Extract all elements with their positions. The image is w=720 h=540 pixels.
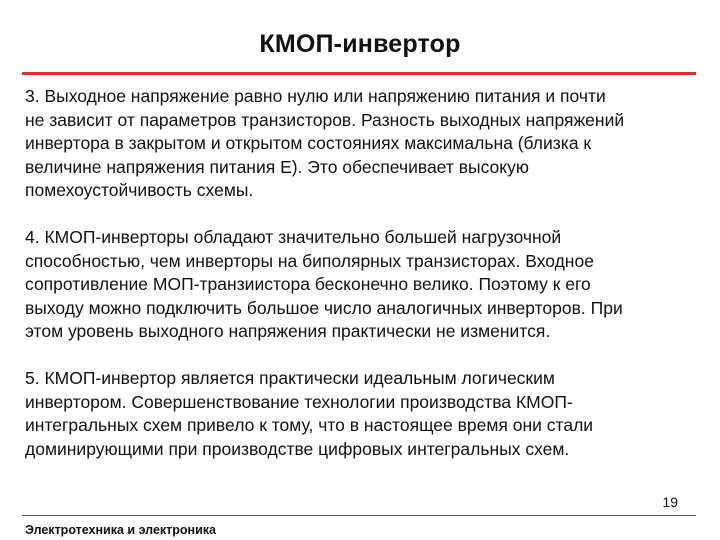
paragraph-line: не зависит от параметров транзисторов. Разность выходных напряжений [25, 109, 625, 130]
paragraph-line: величине напряжения питания Е). Это обеспечивает высокую [25, 156, 529, 177]
paragraph-line: этом уровень выходного напряжения практически не изменится. [25, 321, 551, 341]
paragraph-line: способностью, чем инверторы на биполярных транзисторах. Входное [25, 250, 594, 271]
paragraph-line: 3. Выходное напряжение равно нулю или напряжению питания и почти [25, 86, 606, 106]
title-divider [22, 72, 696, 75]
slide-body [25, 85, 715, 485]
paragraph-line: инвертором. Совершенствование технологии производства КМОП- [25, 391, 573, 412]
paragraph-line: 5. КМОП-инвертор является практически идеальным логическим [25, 368, 555, 388]
paragraph-line: выходу можно подключить большое число аналогичных инверторов. При [25, 297, 623, 318]
paragraph-3 [25, 85, 715, 203]
paragraph-4 [25, 226, 715, 344]
footer-text: Электротехника и электроника [25, 523, 216, 537]
paragraph-line: 4. КМОП-инверторы обладают значительно большей нагрузочной [25, 227, 562, 247]
paragraph-line: помехоустойчивость схемы. [25, 180, 254, 200]
paragraph-line: интегральных схем привело к тому, что в настоящее время они стали [25, 415, 594, 435]
paragraph-5 [25, 367, 715, 461]
paragraph-line: доминирующими при производстве цифровых интегральных схем. [25, 438, 570, 459]
page-number: 19 [662, 494, 678, 510]
paragraph-line: инвертора в закрытом и открытом состояниях максимальна (близка к [25, 133, 592, 153]
paragraph-line: сопротивление МОП-транзиистора бесконечно велико. Поэтому к его [25, 274, 591, 294]
footer-divider [22, 515, 696, 516]
slide-title: КМОП-инвертор [259, 30, 461, 58]
